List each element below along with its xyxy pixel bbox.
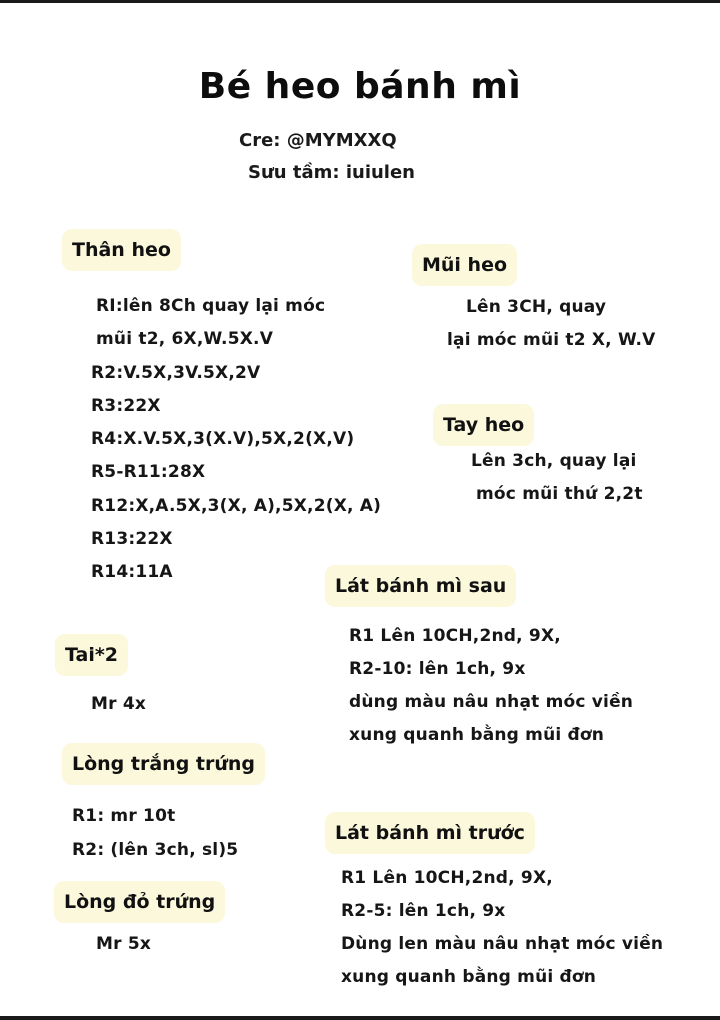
lat-banh-mi-truoc-line: xung quanh bằng mũi đơn: [341, 967, 597, 987]
than-heo-line: R4:X.V.5X,3(X.V),5X,2(X,V): [91, 429, 355, 449]
than-heo-line: R12:X,A.5X,3(X, A),5X,2(X, A): [91, 496, 382, 516]
section-header-lat-banh-mi-sau: Lát bánh mì sau: [325, 565, 516, 607]
lat-banh-mi-sau-line: R2-10: lên 1ch, 9x: [349, 659, 526, 679]
collector-line: Sưu tầm: iuiulen: [248, 162, 415, 183]
than-heo-line: R13:22X: [91, 529, 173, 549]
than-heo-line: R3:22X: [91, 396, 161, 416]
page-title: Bé heo bánh mì: [198, 66, 522, 107]
section-header-long-trang-trung: Lòng trắng trứng: [62, 743, 265, 785]
tay-heo-line: Lên 3ch, quay lại: [471, 451, 637, 471]
tay-heo-line: móc mũi thứ 2,2t: [476, 484, 643, 504]
section-header-lat-banh-mi-truoc: Lát bánh mì trước: [325, 812, 535, 854]
bottom-border: [0, 1016, 720, 1020]
tai-line: Mr 4x: [91, 694, 147, 714]
section-header-mui-heo: Mũi heo: [412, 244, 517, 286]
section-header-tay-heo: Tay heo: [433, 404, 534, 446]
than-heo-line: R14:11A: [91, 562, 173, 582]
lat-banh-mi-truoc-line: Dùng len màu nâu nhạt móc viền: [341, 934, 664, 954]
lat-banh-mi-sau-line: xung quanh bằng mũi đơn: [349, 725, 605, 745]
long-trang-trung-line: R2: (lên 3ch, sl)5: [72, 840, 239, 860]
lat-banh-mi-sau-line: dùng màu nâu nhạt móc viền: [349, 692, 634, 712]
mui-heo-line: Lên 3CH, quay: [466, 297, 607, 317]
than-heo-line: mũi t2, 6X,W.5X.V: [96, 329, 274, 349]
long-do-trung-line: Mr 5x: [96, 934, 152, 954]
lat-banh-mi-truoc-line: R1 Lên 10CH,2nd, 9X,: [341, 868, 553, 888]
than-heo-line: R5-R11:28X: [91, 462, 206, 482]
mui-heo-line: lại móc mũi t2 X, W.V: [447, 330, 656, 350]
section-header-than-heo: Thân heo: [62, 229, 181, 271]
lat-banh-mi-truoc-line: R2-5: lên 1ch, 9x: [341, 901, 506, 921]
lat-banh-mi-sau-line: R1 Lên 10CH,2nd, 9X,: [349, 626, 561, 646]
section-header-tai: Tai*2: [55, 634, 128, 676]
long-trang-trung-line: R1: mr 10t: [72, 806, 176, 826]
credit-line: Cre: @MYMXXQ: [239, 130, 397, 151]
section-header-long-do-trung: Lòng đỏ trứng: [54, 881, 225, 923]
top-border: [0, 0, 720, 3]
than-heo-line: R2:V.5X,3V.5X,2V: [91, 363, 261, 383]
than-heo-line: RI:lên 8Ch quay lại móc: [96, 296, 326, 316]
